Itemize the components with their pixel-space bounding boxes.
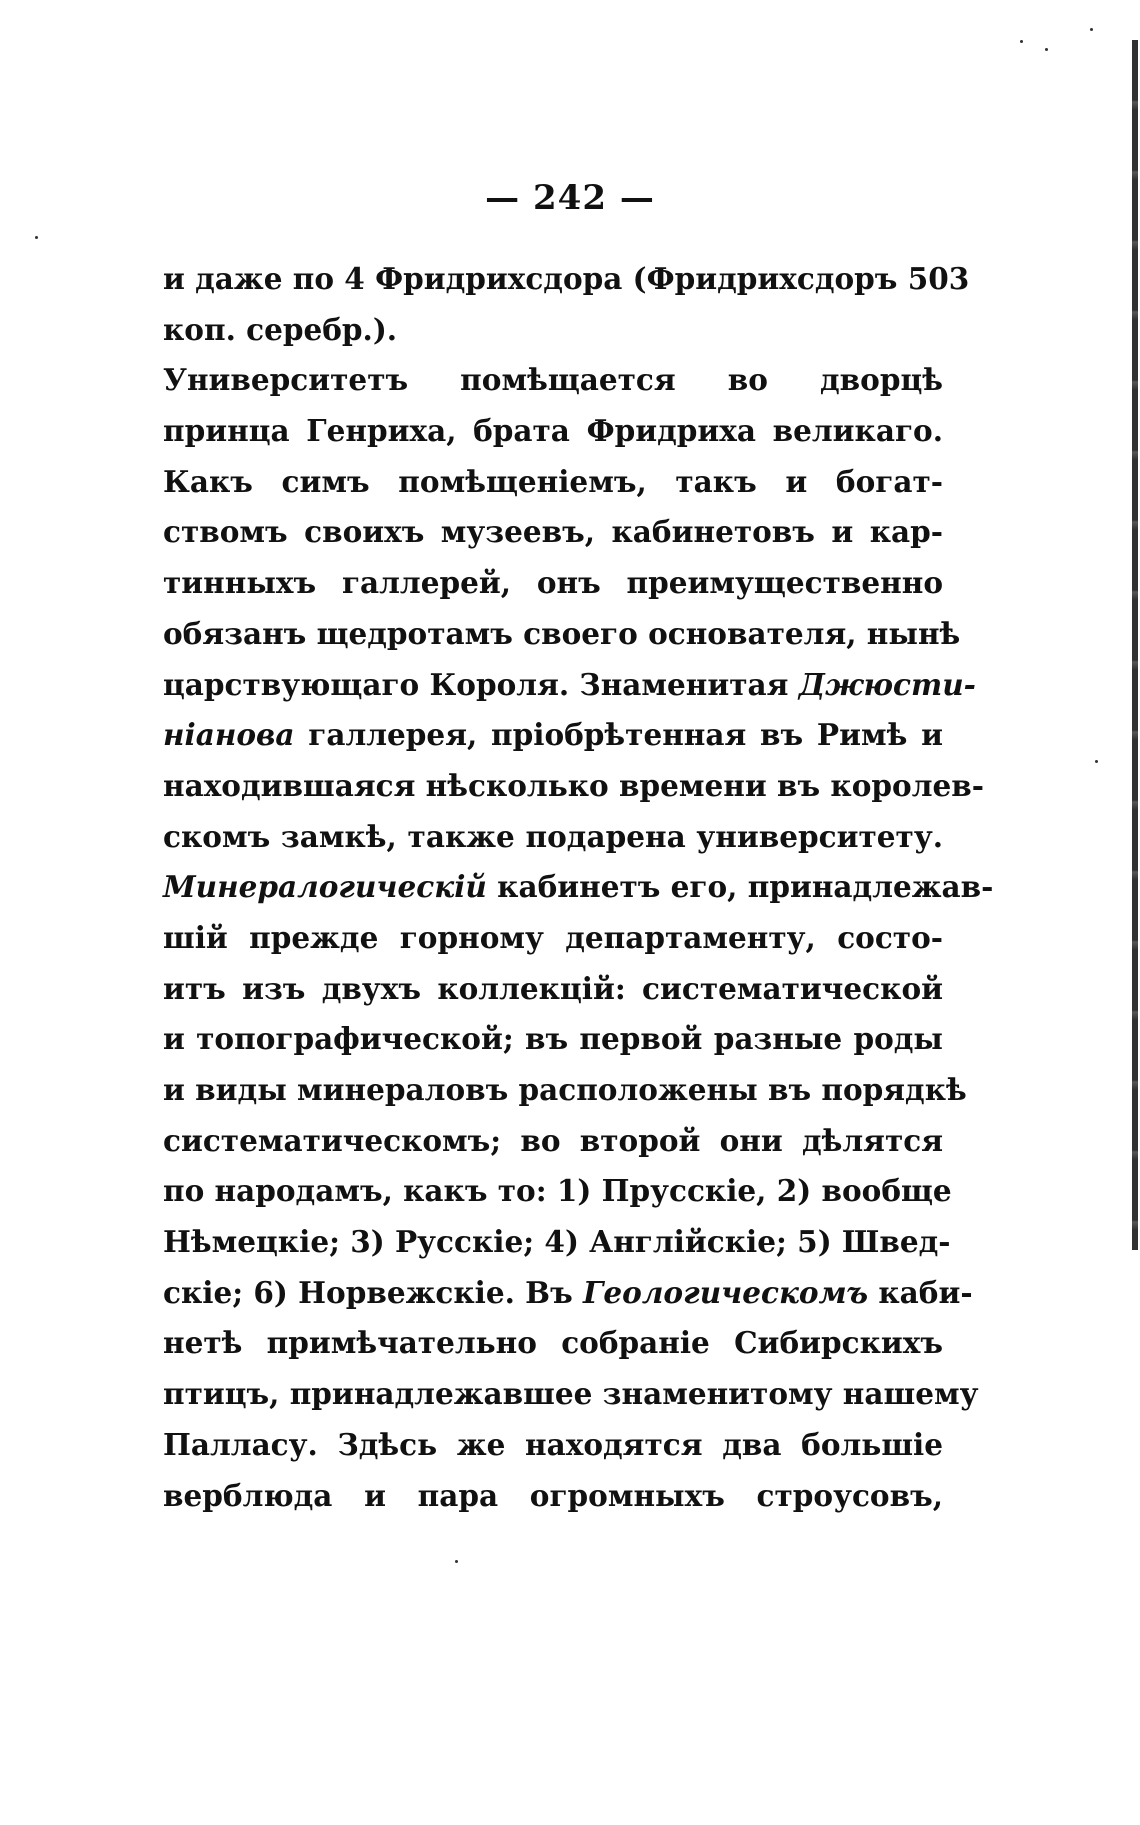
text-line xyxy=(163,964,943,1015)
text-line xyxy=(163,1065,967,1116)
text-segment: шій прежде горному департаменту, состо- xyxy=(163,919,943,955)
text-line xyxy=(163,1014,943,1065)
scan-speck xyxy=(1045,48,1048,51)
text-segment: Палласу. Здѣсь же находятся два большіе xyxy=(163,1426,943,1462)
text-segment: итъ изъ двухъ коллекцій: систематической xyxy=(163,970,943,1006)
text-segment: Нѣмецкіе; 3) Русскіе; 4) Англійскіе; 5) Швед- xyxy=(163,1224,951,1260)
text-line xyxy=(163,305,943,356)
text-line xyxy=(163,254,970,305)
text-line xyxy=(163,1217,951,1268)
text-line xyxy=(163,1116,943,1167)
text-line xyxy=(163,660,976,711)
text-segment: кабинетъ его, принадлежав- xyxy=(486,869,994,905)
text-line xyxy=(163,812,943,863)
text-segment: находившаяся нѣсколько времени въ королев- xyxy=(163,767,985,803)
text-line xyxy=(163,761,985,812)
text-segment: Какъ симъ помѣщеніемъ, такъ и богат- xyxy=(163,463,943,499)
text-line xyxy=(163,1369,979,1420)
text-segment: систематическомъ; во второй они дѣлятся xyxy=(163,1122,943,1158)
text-segment: и топографической; въ первой разные роды xyxy=(163,1021,943,1057)
text-segment: каби- xyxy=(868,1274,973,1310)
text-segment: верблюда и пара огромныхъ строусовъ, xyxy=(163,1477,943,1513)
text-line xyxy=(163,1318,943,1369)
text-line xyxy=(163,862,994,913)
text-line xyxy=(163,457,943,508)
scan-speck xyxy=(1090,28,1093,31)
text-line xyxy=(163,355,943,406)
text-segment: птицъ, принадлежавшее знаменитому нашему xyxy=(163,1376,979,1412)
text-line xyxy=(163,406,943,457)
body-text xyxy=(163,254,994,1521)
text-line xyxy=(163,1166,952,1217)
text-line xyxy=(163,913,943,964)
text-segment: и даже по 4 Фридрихсдора (Фридрихсдоръ 503 xyxy=(163,261,970,296)
text-segment: принца Генриха, брата Фридриха великаго. xyxy=(163,413,943,449)
scan-speck xyxy=(1095,760,1098,763)
text-segment: по народамъ, какъ то: 1) Прусскіе, 2) вообще xyxy=(163,1173,952,1209)
text-segment: ствомъ своихъ музеевъ, кабинетовъ и кар- xyxy=(163,514,943,550)
text-line xyxy=(163,507,943,558)
italic-text: Джюсти- xyxy=(798,666,976,702)
italic-text: Геологическомъ xyxy=(583,1274,869,1310)
text-segment: Университетъ помѣщается во дворцѣ xyxy=(163,362,943,398)
text-line xyxy=(163,609,961,660)
text-line xyxy=(163,710,943,761)
scan-speck xyxy=(35,236,38,239)
text-segment: обязанъ щедротамъ своего основателя, нынѣ xyxy=(163,615,961,651)
text-segment: коп. серебр.). xyxy=(163,311,398,347)
text-line xyxy=(163,558,943,609)
page-number: — 242 — xyxy=(485,178,655,218)
scan-speck xyxy=(1020,40,1023,43)
italic-text: Минералогическій xyxy=(163,869,487,905)
text-segment: скіе; 6) Норвежскіе. Въ xyxy=(163,1274,584,1310)
text-segment: и виды минераловъ расположены въ порядкѣ xyxy=(163,1072,967,1107)
scan-speck xyxy=(455,1560,458,1563)
text-line xyxy=(163,1471,943,1522)
text-line xyxy=(163,1420,943,1471)
scan-edge-shadow xyxy=(1132,40,1138,1250)
text-line xyxy=(163,1268,973,1319)
italic-text: ніанова xyxy=(163,717,295,753)
text-segment: скомъ замкѣ, также подарена университету. xyxy=(163,818,943,854)
text-segment: царствующаго Короля. Знаменитая xyxy=(163,666,799,702)
text-segment: нетѣ примѣчательно собраніе Сибирскихъ xyxy=(163,1325,943,1361)
text-segment: галлерея, пріобрѣтенная въ Римѣ и xyxy=(294,717,943,753)
text-segment: тинныхъ галлерей, онъ преимущественно xyxy=(163,565,943,601)
